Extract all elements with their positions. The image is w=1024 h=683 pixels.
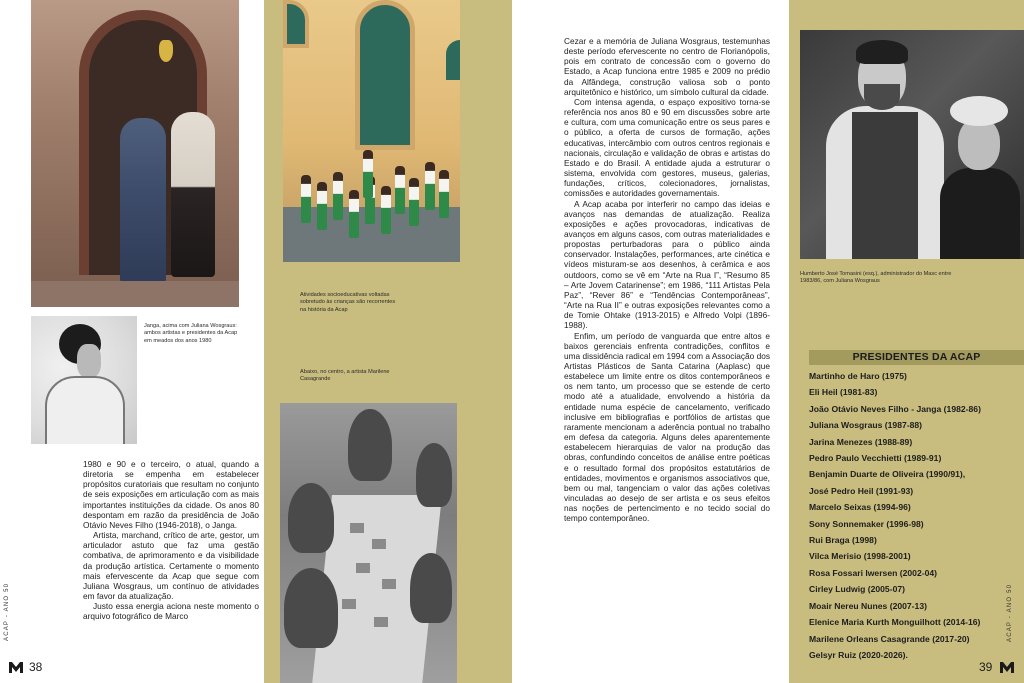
- left-paragraph: 1980 e 90 e o terceiro, o atual, quando a diretoria se empenha em estabelecer propósitos curatoriais que resultam no conjunto de seis exposições em articulação com as mais importantes instituições da cidade. Os anos 80 despontam em razão da presidência de João Otávio Neves Filho (1946-2018), o Janga.: [83, 459, 259, 530]
- photo-children-alfandega: [283, 0, 460, 262]
- president-item: Pedro Paulo Vecchietti (1989-91): [809, 453, 942, 464]
- photo-tomasini-juliana: [800, 30, 1024, 259]
- presidents-heading: PRESIDENTES DA ACAP: [809, 350, 1024, 365]
- president-item: Rosa Fossari Iwersen (2002-04): [809, 567, 938, 578]
- photo-janga-portrait: [31, 316, 137, 444]
- left-paragraph: Justo essa energia aciona neste momento o arquivo fotográfico de Marco: [83, 601, 259, 622]
- president-item: Vilca Merisio (1998-2001): [809, 551, 911, 562]
- magazine-logo-icon: [9, 662, 23, 673]
- president-item: Marilene Orleans Casagrande (2017-20): [809, 633, 970, 644]
- caption-atividades: Atividades socioeducativas voltadas sobretudo às crianças são recorrentes na história da Acap: [300, 292, 396, 313]
- president-item: Benjamin Duarte de Oliveira (1990/91),: [809, 469, 966, 480]
- right-paragraph: Enfim, um período de vanguarda que entre altos e baixos gerenciais enfrenta contradições, conflitos e uma dissidência radical em 1994 com a Associação dos Artistas Plásticos de Santa Catarina (Aaplasc) que estabelece um limite entre os ditos contemporâneos e os nem tanto, um processo que se estende de certo modo até a atualidade, envolvendo a história da entidade numa espécie de cancelamento, verificado inclusive em bibliografias e portfólios de artistas que raramente mencionam a aderência pontual no trabalho em defesa da categoria. Alguns deles aparentemente estabelecem hierarquias de valor na produção das obras, confundindo conceitos de análise entre poéticas e o resultado formal dos propósitos estatutários de entidades, movimentos e organismos associativos que, bem ou mal, tangenciam o valor das ações coletivas vinculadas ao desejo de ser artista e os seus efeitos nas noções de pertencimento e no tecido social do tempo contemporâneo.: [564, 330, 770, 524]
- left-page-number: 38: [29, 660, 43, 674]
- right-paragraph: A Acap acaba por interferir no campo das ideias e avanços nas demandas de atualização. Realiza exposições e ações provocadoras, indicativas de avanços em alguns casos, com outras materialidades e propostas perturbadoras para o público ainda conservador. Instalações, performances, arte cinética e vídeos misturam-se aos desenhos, à cerâmica e aos outdoors, como se vê em “Arte na Rua I”, “Resumo 85 – Arte Jovem Catarinense”; em 1986, “111 Artistas Pela Paz”, “Rever 86” e “Tendências Contemporâneas”, “Arte na Rua II” e outras exposições relevantes como a de Tomie Ohtake (1913-2015) e Alfredo Volpi (1896-1988).: [564, 198, 770, 331]
- left-vertical-label: ACAP - ANO 50: [4, 582, 10, 641]
- caption-janga: Janga, acima com Juliana Wosgraus: ambos artistas e presidentes da Acap em meados dos anos 1980: [144, 323, 238, 344]
- right-vertical-label: ACAP - ANO 50: [1007, 583, 1013, 642]
- left-body-text: [83, 459, 259, 622]
- photo-janga-juliana: [31, 0, 239, 307]
- president-item: Eli Heil (1981-83): [809, 387, 878, 398]
- president-item: Juliana Wosgraus (1987-88): [809, 420, 923, 431]
- president-item: Cirley Ludwig (2005-07): [809, 584, 905, 595]
- president-item: Elenice Maria Kurth Monguilhott (2014-16): [809, 617, 981, 628]
- president-item: José Pedro Heil (1991-93): [809, 485, 914, 496]
- president-item: Moair Nereu Nunes (2007-13): [809, 600, 927, 611]
- right-paragraph: Com intensa agenda, o espaço expositivo torna-se referência nos anos 80 e 90 em discussões sobre arte e cultura, com uma comunicação entre os seus pares e o público, a oferta de cursos de formação, ações educativas, intercâmbio com outros centros regionais e nacionais, circulação e validação de obras e artistas do Estado e do Brasil. A entidade ajuda a estruturar o sistema, envolvida com gestores, museus, galerias, fundações, críticos, colecionadores, jornalistas, comissões e autoridades governamentais.: [564, 96, 770, 199]
- president-item: Rui Braga (1998): [809, 535, 877, 546]
- president-item: Sony Sonnemaker (1996-98): [809, 518, 924, 529]
- president-item: João Otávio Neves Filho - Janga (1982-86): [809, 403, 981, 414]
- left-paragraph: Artista, marchand, crítico de arte, gestor, um articulador astuto que faz uma gestão combativa, de aprimoramento e da visibilidade da produção artística. Certamente o momento mais efervescente da Acap que segue com Juliana Wosgraus, um contínuo de atividades em favor da atualização.: [83, 530, 259, 602]
- photo-workshop: [280, 403, 457, 683]
- magazine-logo-icon: [1000, 662, 1014, 673]
- president-item: Martinho de Haro (1975): [809, 371, 907, 381]
- caption-tomasini: Humberto José Tomasini (esq.), administrador do Masc entre 1983/86, com Juliana Wosgraus: [800, 271, 952, 285]
- right-body-text: [564, 36, 770, 524]
- president-item: Marcelo Seixas (1994-96): [809, 502, 911, 513]
- president-item: Gelsyr Ruiz (2020-2026).: [809, 649, 908, 660]
- presidents-list: [809, 368, 1024, 663]
- right-paragraph: Cezar e a memória de Juliana Wosgraus, testemunhas deste período efervescente no centro de Florianópolis, pois em contrato de concessão com o governo do Estado, a Acap funciona entre 1985 e 2009 no prédio da Alfândega, construção valiosa sob o ponto arquitetônico e histórico, um símbolo cultural da cidade.: [564, 36, 770, 97]
- caption-marilene: Abaixo, no centro, a artista Marilene Casagrande: [300, 369, 390, 383]
- right-page-number: 39: [979, 660, 993, 674]
- president-item: Jarina Menezes (1988-89): [809, 436, 913, 447]
